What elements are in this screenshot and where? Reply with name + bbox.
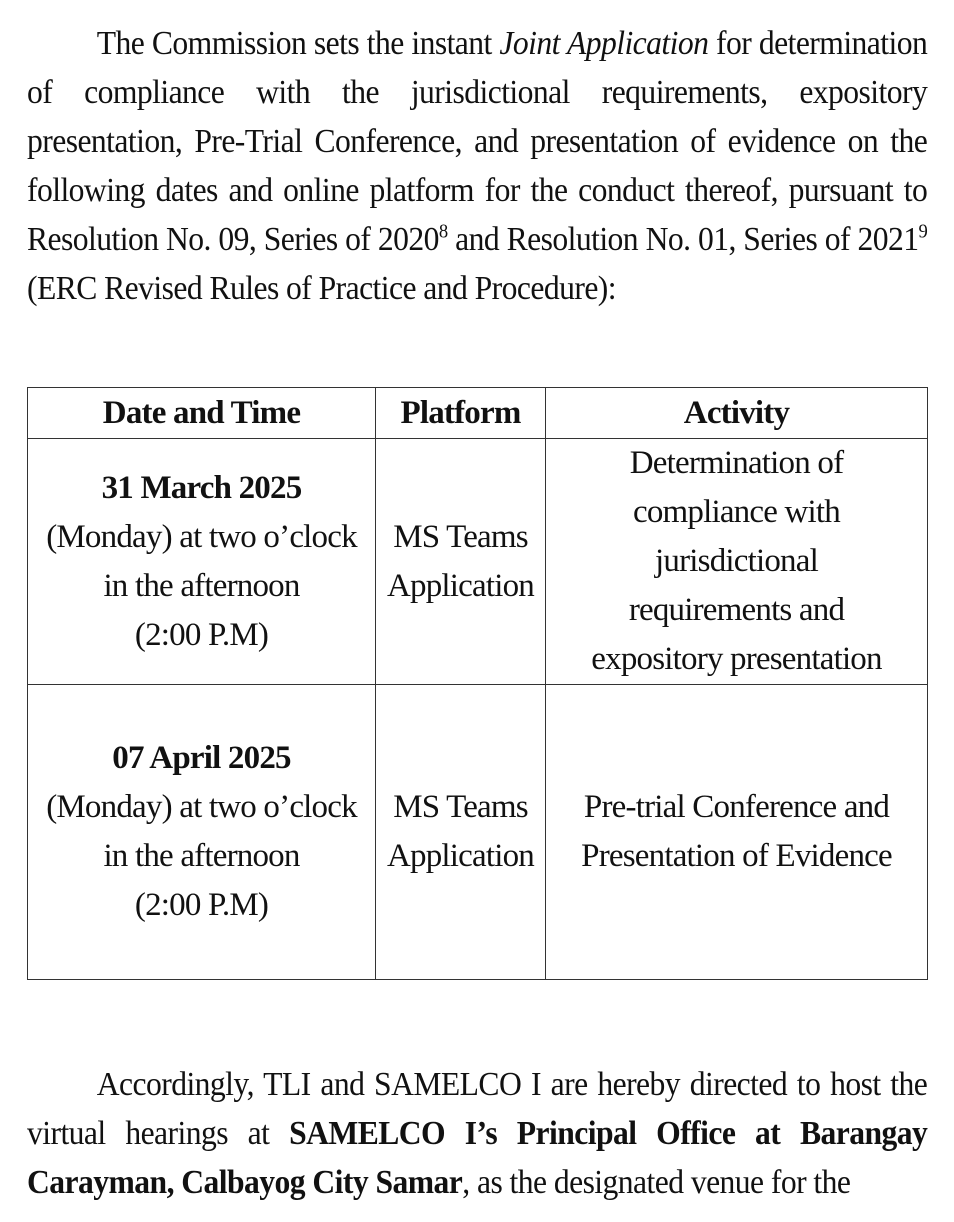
time-line: in the afternoon xyxy=(103,567,300,604)
intro-text-4: (ERC Revised Rules of Practice and Procedure): xyxy=(27,270,616,307)
intro-italic-title: Joint Application xyxy=(499,25,709,62)
footnote-ref-8[interactable]: 8 xyxy=(438,220,448,243)
intro-text-2: for determination of compliance with the jurisdictional requirements, expository presentation, Pre-Trial Conference, and presentation of evidence on the following dates and online platform for the conduct thereof, pursuant to Resolution No. 09, Series of 2020 xyxy=(27,25,928,258)
activity-line: compliance with xyxy=(632,494,840,530)
time-line: (2:00 P.M) xyxy=(134,887,269,923)
closing-text-2: , as the designated venue for the xyxy=(462,1164,851,1201)
intro-paragraph xyxy=(27,19,927,313)
activity-line: Pre-trial Conference and xyxy=(583,789,890,825)
intro-text-3: and Resolution No. 01, Series of 2021 xyxy=(447,221,919,258)
activity-line: requirements and xyxy=(628,592,845,628)
activity-line: Presentation of Evidence xyxy=(581,838,892,874)
cell-platform xyxy=(376,685,546,980)
hearing-schedule-table xyxy=(27,387,928,980)
cell-date-time xyxy=(28,439,376,685)
platform-line: MS Teams xyxy=(393,789,528,825)
cell-platform xyxy=(376,439,546,685)
cell-date-time xyxy=(28,685,376,980)
time-line: (Monday) at two o’clock xyxy=(46,518,357,555)
platform-line: MS Teams xyxy=(393,518,528,555)
time-line: (Monday) at two o’clock xyxy=(46,789,357,825)
table-header-row xyxy=(28,388,928,439)
time-line: in the afternoon xyxy=(103,838,300,874)
header-activity: Activity xyxy=(546,388,928,439)
activity-line: Determination of xyxy=(629,445,844,481)
hearing-date: 31 March 2025 xyxy=(101,469,302,506)
table-row xyxy=(28,439,928,685)
closing-text-1: Accordingly, TLI and SAMELCO I are hereby directed to host the virtual hearings at xyxy=(27,1066,928,1152)
closing-paragraph xyxy=(27,1060,927,1207)
footnote-ref-9[interactable]: 9 xyxy=(918,220,928,243)
intro-text-1: The Commission sets the instant xyxy=(96,25,500,62)
time-line: (2:00 P.M) xyxy=(134,616,269,653)
platform-line: Application xyxy=(387,567,534,604)
hearing-date: 07 April 2025 xyxy=(112,740,291,776)
platform-line: Application xyxy=(387,838,534,874)
cell-activity xyxy=(546,685,928,980)
activity-line: expository presentation xyxy=(591,641,882,677)
header-platform: Platform xyxy=(376,388,546,439)
venue-address: SAMELCO I’s Principal Office at Barangay Carayman, Calbayog City Samar xyxy=(27,1115,928,1201)
activity-line: jurisdictional xyxy=(655,543,818,579)
table-row xyxy=(28,685,928,980)
cell-activity xyxy=(546,439,928,685)
header-date-time: Date and Time xyxy=(28,388,376,439)
